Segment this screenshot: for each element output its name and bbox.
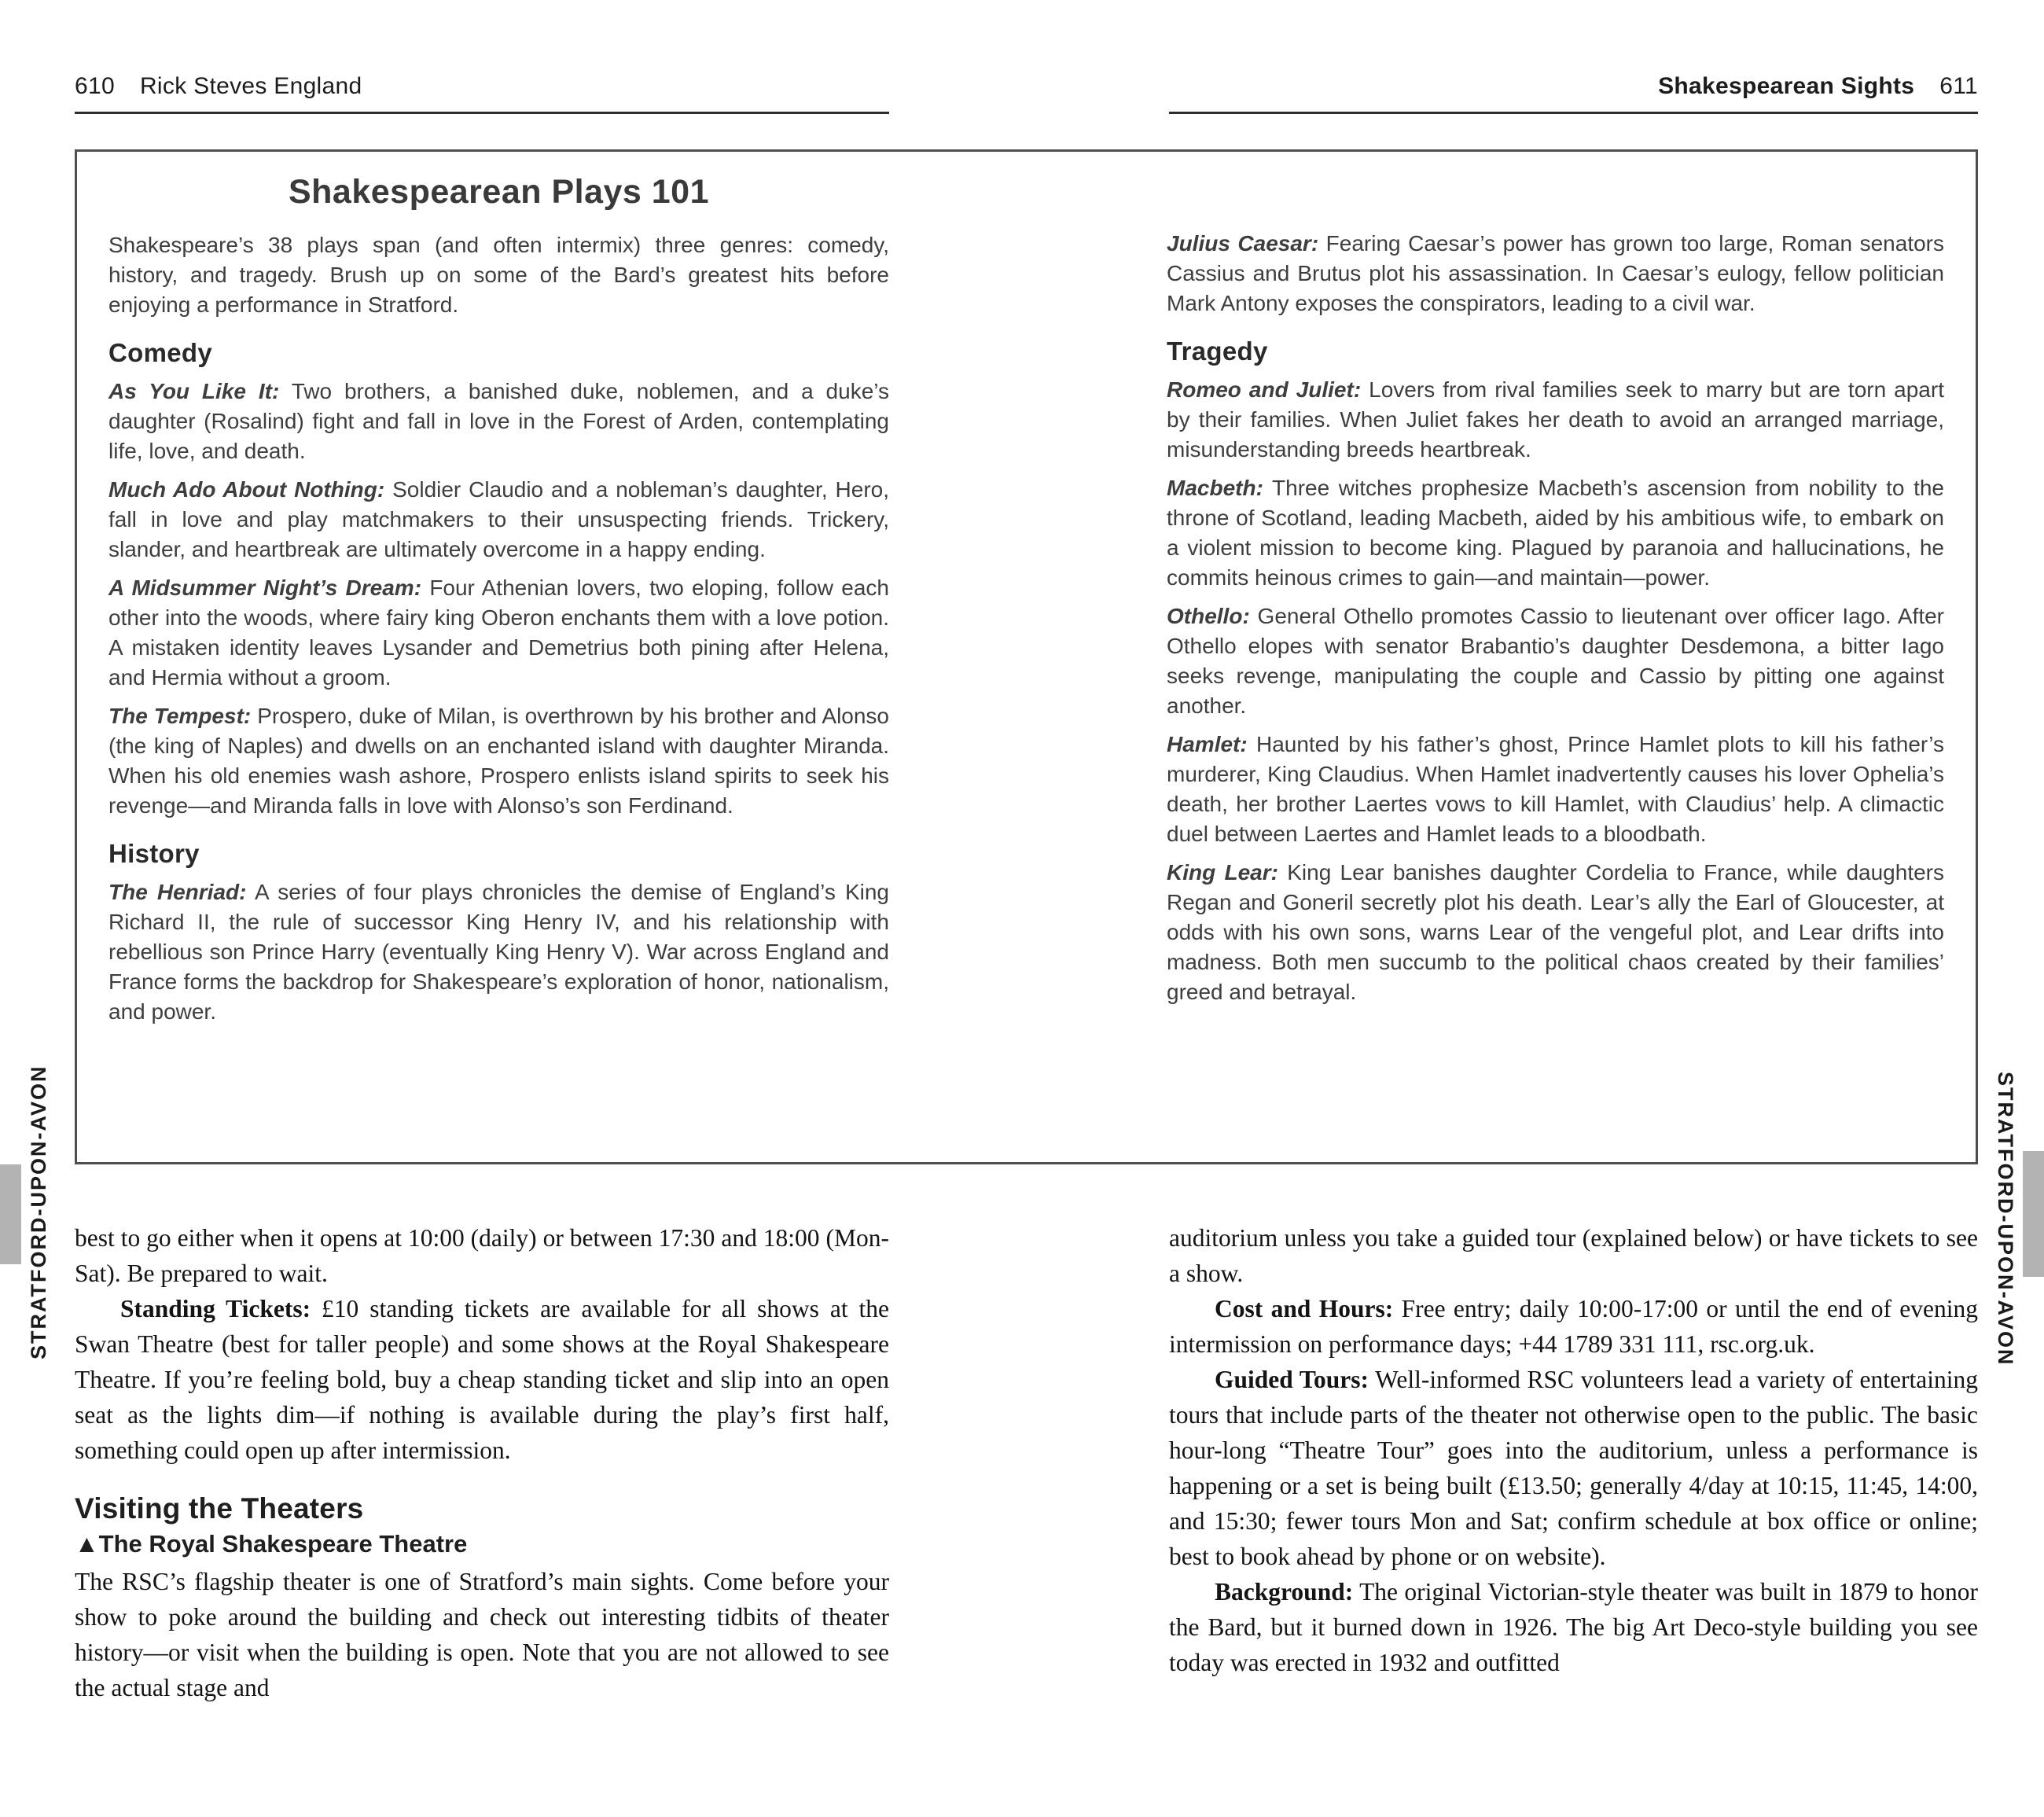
standing-tickets-text: £10 standing tickets are available for all shows at the Swan Theatre (best for taller people) and some shows at the Royal Shakespeare Theatre. If you’re feeling bold, buy a cheap standing ticket and slip into an open seat as the lights dim—if nothing is available during the play’s first half, something could open up after intermission. [75, 1295, 890, 1464]
play-summary: Prospero, duke of Milan, is overthrown by his brother and Alonso (the king of Naples) and dwells on an enchanted island with daughter Miranda. When his old enemies wash ashore, Prospero enlists island spirits to seek his revenge—and Miranda falls in love with Alonso’s son Ferdinand. [108, 704, 890, 818]
section-tab-left [0, 1164, 21, 1264]
play-entry [1167, 473, 1944, 593]
play-summary: Soldier Claudio and a nobleman’s daughter, Hero, fall in love and play matchmakers to their unsuspecting friends. Trickery, slander, and heartbreak are ultimately overcome in a happy ending. [108, 477, 889, 561]
play-title: Othello: [1167, 604, 1250, 628]
play-summary: Two brothers, a banished duke, noblemen, and a duke’s daughter (Rosalind) fight and fall in love in the Forest of Arden, contemplating life, love, and death. [108, 379, 889, 463]
play-entry [1167, 375, 1944, 465]
listing-royal-shakespeare-theatre: ▲The Royal Shakespeare Theatre [75, 1530, 468, 1558]
play-summary: King Lear banishes daughter Cordelia to France, while daughters Regan and Goneril secretly plot his death. Lear’s ally the Earl of Gloucester, at odds with his own sons, warns Lear of the vengeful plot, and Lear drifts into madness. Both men succumb to the political chaos created by their families’ greed and betrayal. [1167, 860, 1944, 1004]
play-entry [1167, 858, 1944, 1007]
play-title: Hamlet: [1167, 732, 1248, 756]
left-text-column [75, 1220, 889, 1705]
cost-hours-lead: Cost and Hours: [1215, 1295, 1394, 1322]
body-paragraph: auditorium unless you take a guided tour (explained below) or have tickets to see a show. [1169, 1224, 1978, 1287]
history-heading: History [108, 839, 200, 868]
body-paragraph: best to go either when it opens at 10:00 (daily) or between 17:30 and 18:00 (Mon-Sat). Be prepared to wait. [75, 1224, 889, 1287]
play-title: As You Like It: [108, 379, 280, 403]
body-paragraph: The RSC’s flagship theater is one of Stratford’s main sights. Come before your show to poke around the building and check out interesting tidbits of theater history—or visit when the building is open. Note that you are not allowed to see the actual stage and [75, 1568, 889, 1701]
right-page-header [1169, 72, 1978, 114]
play-summary: Lovers from rival families seek to marry but are torn apart by their families. When Juliet fakes her death to avoid an arranged marriage, misunderstanding breeds heartbreak. [1167, 377, 1944, 462]
play-entry [108, 377, 889, 466]
background-lead: Background: [1215, 1578, 1354, 1606]
left-page-title: Rick Steves England [139, 73, 362, 99]
section-heading-visiting-theaters: Visiting the Theaters [75, 1492, 364, 1525]
standing-tickets-lead: Standing Tickets: [120, 1295, 311, 1322]
left-page-number: 610 [75, 73, 115, 99]
box-title: Shakespearean Plays 101 [288, 173, 710, 211]
play-title: King Lear: [1167, 860, 1278, 885]
edge-label-right: STRATFORD-UPON-AVON [1994, 1071, 2017, 1366]
standing-tickets-paragraph [75, 1291, 889, 1468]
right-page-number: 611 [1939, 73, 1978, 99]
guided-tours-text: Well-informed RSC volunteers lead a variety of entertaining tours that include parts of the theater not otherwise open to the public. The basic hour-long “Theatre Tour” goes into the auditorium, unless a performance is happening or a set is being built (£13.50; generally 4/day at 10:15, 11:45, 14:00, and 15:30; fewer tours Mon and Sat; confirm schedule at box office or online; best to book ahead by phone or on website). [1169, 1366, 1979, 1570]
cost-hours-text: Free entry; daily 10:00-17:00 or until the end of evening intermission on performance days; +44 1789 331 111, rsc.org.uk. [1169, 1295, 1978, 1358]
play-summary: Three witches prophesize Macbeth’s ascension from nobility to the throne of Scotland, leading Macbeth, aided by his ambitious wife, to embark on a violent mission to become king. Plagued by paranoia and hallucinations, he commits heinous crimes to gain—and maintain—power. [1167, 476, 1944, 590]
play-entry [108, 475, 889, 565]
play-entry [108, 573, 889, 693]
play-summary: Haunted by his father’s ghost, Prince Hamlet plots to kill his father’s murderer, King Claudius. When Hamlet inadvertently causes his lover Ophelia’s death, her brother Laertes vows to kill Hamlet, with Claudius’ help. A climactic duel between Laertes and Hamlet leads to a bloodbath. [1167, 732, 1944, 846]
play-summary: Four Athenian lovers, two eloping, follow each other into the woods, where fairy king Oberon enchants them with a love potion. A mistaken identity leaves Lysander and Demetrius both pining after Helena, and Hermia without a groom. [108, 576, 889, 690]
background-paragraph [1169, 1574, 1978, 1680]
play-title: Julius Caesar: [1167, 231, 1319, 256]
cost-hours-paragraph [1169, 1291, 1978, 1362]
comedy-heading: Comedy [108, 338, 212, 367]
edge-label-left: STRATFORD-UPON-AVON [27, 1065, 50, 1360]
play-title: The Tempest: [108, 704, 252, 728]
play-title: A Midsummer Night’s Dream: [108, 576, 422, 600]
guided-tours-paragraph [1169, 1362, 1978, 1574]
play-entry [1167, 601, 1944, 721]
left-page-header [75, 72, 889, 114]
play-entry [1167, 730, 1944, 849]
play-title: Romeo and Juliet: [1167, 377, 1362, 402]
background-text: The original Victorian-style theater was built in 1879 to honor the Bard, but it burned down in 1926. The big Art Deco-style building you see today was erected in 1932 and outfitted [1169, 1578, 1978, 1676]
section-tab-right [2023, 1151, 2044, 1277]
box-right-column [1167, 172, 1944, 1148]
play-entry [108, 701, 889, 821]
play-summary: A series of four plays chronicles the demise of England’s King Richard II, the rule of successor King Henry IV, and his relationship with rebellious son Prince Harry (eventually King Henry V). War across England and France forms the backdrop for Shakespeare’s exploration of honor, nationalism, and power. [108, 880, 889, 1024]
play-summary: Fearing Caesar’s power has grown too large, Roman senators Cassius and Brutus plot his assassination. In Caesar’s eulogy, fellow politician Mark Antony exposes the conspirators, leading to a civil war. [1167, 231, 1944, 315]
guided-tours-lead: Guided Tours: [1215, 1366, 1369, 1393]
play-title: The Henriad: [108, 880, 247, 904]
tragedy-heading: Tragedy [1167, 337, 1268, 366]
plays-101-box [75, 149, 1978, 1164]
box-left-column [108, 172, 889, 1148]
play-title: Macbeth: [1167, 476, 1263, 500]
box-intro: Shakespeare’s 38 plays span (and often intermix) three genres: comedy, history, and tragedy. Brush up on some of the Bard’s greatest hits before enjoying a performance in Stratford. [108, 233, 889, 317]
play-summary: General Othello promotes Cassio to lieutenant over officer Iago. After Othello elopes with senator Brabantio’s daughter Desdemona, a bitter Iago seeks revenge, manipulating the couple and Cassio by pitting one against another. [1167, 604, 1944, 718]
play-entry [108, 877, 889, 1027]
right-text-column [1169, 1220, 1978, 1680]
right-page-title: Shakespearean Sights [1658, 73, 1915, 99]
play-title: Much Ado About Nothing: [108, 477, 385, 502]
play-entry [1167, 229, 1944, 318]
